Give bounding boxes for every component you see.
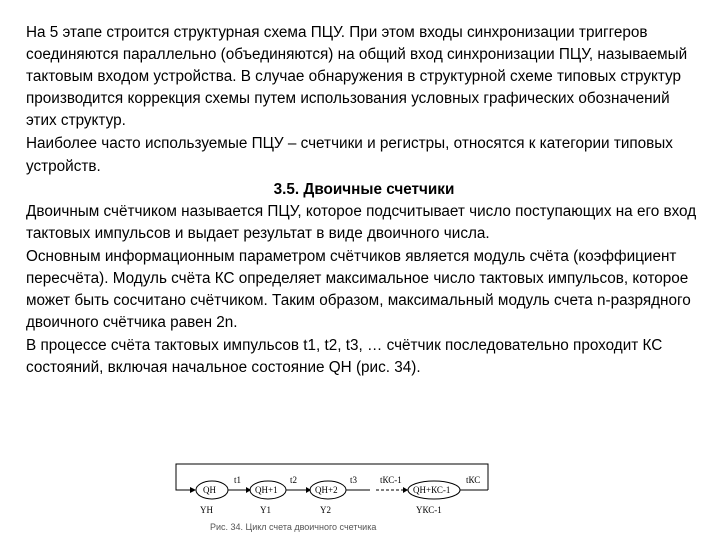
counter-cycle-diagram: [170, 462, 500, 540]
transition-label: t3: [350, 475, 358, 485]
section-heading: 3.5. Двоичные счетчики: [273, 180, 455, 198]
output-label: YH: [200, 505, 213, 515]
diagram-svg: [170, 462, 500, 540]
transition-label: t1: [234, 475, 242, 485]
output-label: Y2: [320, 505, 331, 515]
state-label: QH+2: [315, 485, 338, 495]
paragraph-4: Основным информационным параметром счётчиков является модуль счёта (коэффициент пересчёта). Модуль счёта КС определяет максимальное число тактовых импульсов, которое может быть сосчитано счётчиком. Таким образом, максимальный модуль счета n-разрядного двоичного счётчика равен 2n.: [26, 247, 691, 332]
feedback-arrow-icon: [190, 487, 196, 493]
state-label: QH: [203, 485, 216, 495]
paragraph-3: Двоичным счётчиком называется ПЦУ, которое подсчитывает число поступающих на его вход тактовых импульсов и выдает результат в виде двоичного числа.: [26, 202, 697, 242]
state-label: QH+КС-1: [413, 485, 451, 495]
output-label: Y1: [260, 505, 271, 515]
transition-label: t2: [290, 475, 298, 485]
transition-label: tКС: [466, 475, 481, 485]
paragraph-5: В процессе счёта тактовых импульсов t1, t2, t3, … счётчик последовательно проходит КС состояний, включая начальное состояние QH (рис. 34).: [26, 337, 663, 377]
arrow-head-icon: [403, 487, 408, 493]
figure-caption: Рис. 34. Цикл счета двоичного счетчика: [210, 522, 377, 532]
document-body: [26, 22, 702, 381]
paragraph-2: Наиболее часто используемые ПЦУ – счетчики и регистры, относятся к категории типовых устройств.: [26, 135, 673, 175]
output-label: YКС-1: [416, 505, 442, 515]
paragraph-1: На 5 этапе строится структурная схема ПЦУ. При этом входы синхронизации триггеров соединяются параллельно (объединяются) на общий вход синхронизации ПЦУ, называемый тактовым входом устройства. В случае обнаружения в структурной схеме типовых структур производится коррекция схемы путем использования условных графических обозначений этих структур.: [26, 24, 688, 130]
transition-label: tКС-1: [380, 475, 402, 485]
state-label: QH+1: [255, 485, 278, 495]
